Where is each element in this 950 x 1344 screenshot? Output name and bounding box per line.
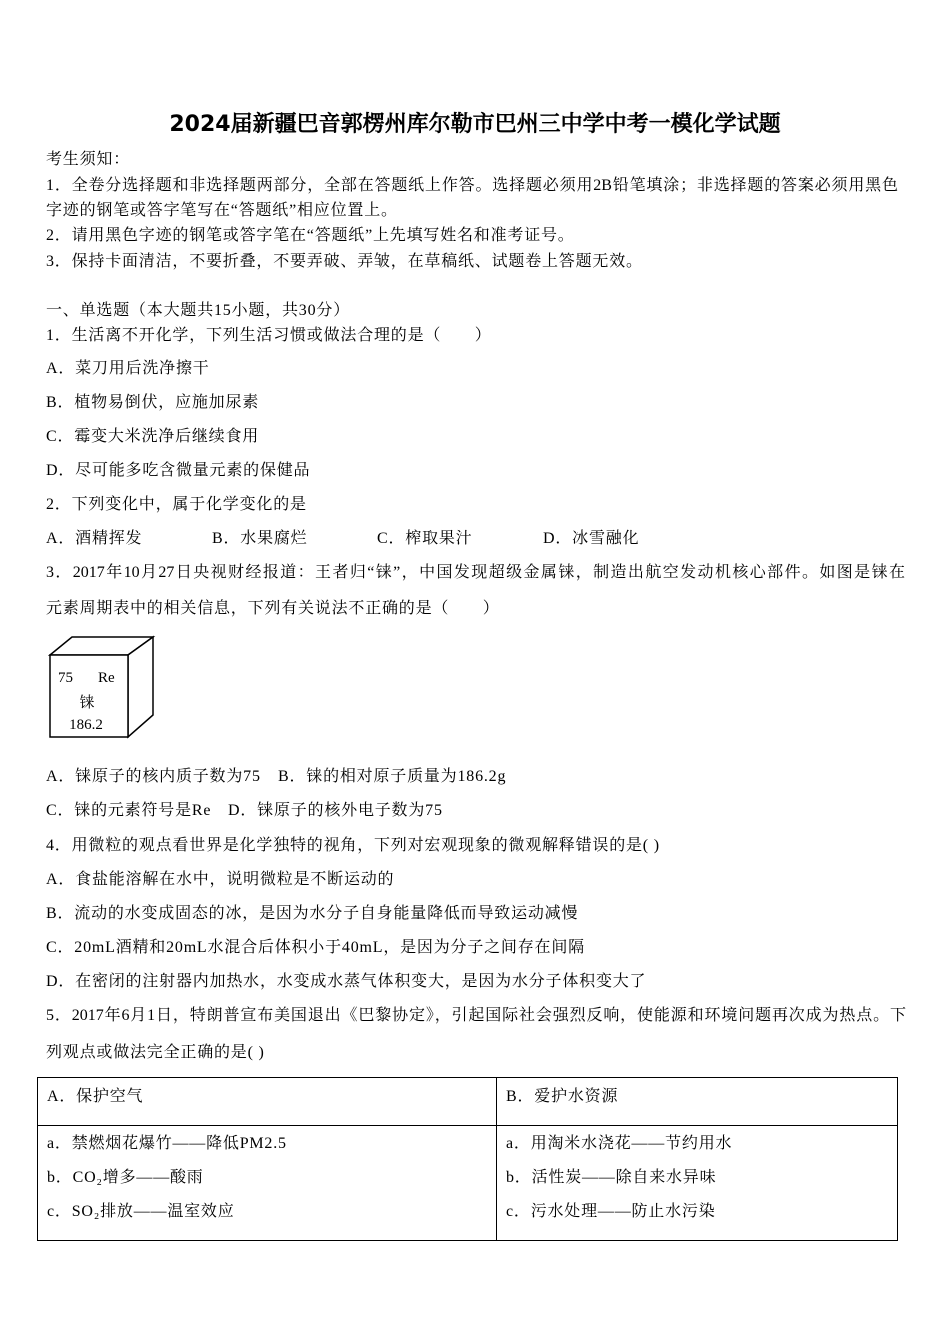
table-cell-a <box>38 1126 497 1241</box>
question-2-stem: 2．下列变化中，属于化学变化的是 <box>46 496 307 513</box>
table-cell-b-line-2: b．活性炭——除自来水异味 <box>506 1169 717 1186</box>
question-2-option-b: B．水果腐烂 <box>212 530 308 547</box>
question-5-stem-line-2: 列观点或做法完全正确的是( ) <box>46 1044 265 1061</box>
table-cell-a-line-2: b．CO₂增多——酸雨 <box>47 1169 204 1186</box>
question-3-stem-line-2: 元素周期表中的相关信息，下列有关说法不正确的是（ ） <box>46 600 500 617</box>
question-2-option-c: C．榨取果汁 <box>377 530 473 547</box>
table-header-a: A．保护空气 <box>38 1078 497 1126</box>
question-5-options-table <box>37 1077 898 1241</box>
question-4-option-b: B．流动的水变成固态的冰，是因为水分子自身能量降低而导致运动减慢 <box>46 905 579 922</box>
question-3-option-b: B．铼的相对原子质量为186.2g <box>278 768 507 785</box>
question-1-option-b: B．植物易倒伏，应施加尿素 <box>46 394 260 411</box>
notice-heading: 考生须知： <box>46 151 131 168</box>
table-cell-a-line-3: c．SO₂排放——温室效应 <box>47 1203 235 1220</box>
table-cell-b <box>497 1126 898 1241</box>
table-header-row <box>38 1078 898 1126</box>
table-header-b: B．爱护水资源 <box>497 1078 898 1126</box>
question-4-option-c: C．20mL酒精和20mL水混合后体积小于40mL，是因为分子之间存在间隔 <box>46 939 585 956</box>
question-1-option-d: D．尽可能多吃含微量元素的保健品 <box>46 462 311 479</box>
question-3-option-a: A．铼原子的核内质子数为75 <box>46 768 261 785</box>
question-2-option-d: D．冰雪融化 <box>543 530 640 547</box>
notice-item-1-line-1: 1．全卷分选择题和非选择题两部分，全部在答题纸上作答。选择题必须用2B铅笔填涂；非选择题的答案必须用黑色 <box>46 177 898 194</box>
question-3-option-d: D．铼原子的核外电子数为75 <box>228 802 443 819</box>
question-1-option-a: A．菜刀用后洗净擦干 <box>46 360 210 377</box>
notice-item-1-line-2: 字迹的钢笔或答字笔写在“答题纸”相应位置上。 <box>46 202 398 219</box>
tile-side-face <box>128 637 153 737</box>
element-name: 铼 <box>79 695 95 711</box>
notice-item-3: 3．保持卡面清洁，不要折叠，不要弄破、弄皱，在草稿纸、试题卷上答题无效。 <box>46 253 643 270</box>
element-atomic-mass: 186.2 <box>69 717 103 733</box>
table-cell-b-line-3: c．污水处理——防止水污染 <box>506 1203 716 1220</box>
question-5-stem-line-1: 5．2017年6月1日，特朗普宣布美国退出《巴黎协定》，引起国际社会强烈反响，使能源和环境问题再次成为热点。下 <box>46 1007 906 1024</box>
table-cell-a-line-1: a．禁燃烟花爆竹——降低PM2.5 <box>47 1135 287 1152</box>
section-heading: 一、单选题（本大题共15小题，共30分） <box>46 302 351 319</box>
question-4-option-d: D．在密闭的注射器内加热水，水变成水蒸气体积变大，是因为水分子体积变大了 <box>46 973 647 990</box>
question-1-stem: 1．生活离不开化学，下列生活习惯或做法合理的是（ ） <box>46 327 492 344</box>
page-title: 2024届新疆巴音郭楞州库尔勒市巴州三中学中考一模化学试题 <box>169 112 781 137</box>
element-symbol: Re <box>98 670 115 686</box>
question-4-stem: 4．用微粒的观点看世界是化学独特的视角，下列对宏观现象的微观解释错误的是( ) <box>46 837 660 854</box>
question-2-option-a: A．酒精挥发 <box>46 530 143 547</box>
notice-item-2: 2．请用黑色字迹的钢笔或答字笔在“答题纸”上先填写姓名和准考证号。 <box>46 227 575 244</box>
element-atomic-number: 75 <box>58 670 73 686</box>
question-4-option-a: A．食盐能溶解在水中，说明微粒是不断运动的 <box>46 871 395 888</box>
rhenium-element-tile <box>48 635 156 740</box>
question-1-option-c: C．霉变大米洗净后继续食用 <box>46 428 260 445</box>
table-body-row <box>38 1126 898 1241</box>
question-3-option-c: C．铼的元素符号是Re <box>46 802 212 819</box>
question-3-stem-line-1: 3．2017年10月27日央视财经报道：王者归“铼”，中国发现超级金属铼，制造出航空发动机核心部件。如图是铼在 <box>46 564 905 581</box>
table-cell-b-line-1: a．用淘米水浇花——节约用水 <box>506 1135 733 1152</box>
